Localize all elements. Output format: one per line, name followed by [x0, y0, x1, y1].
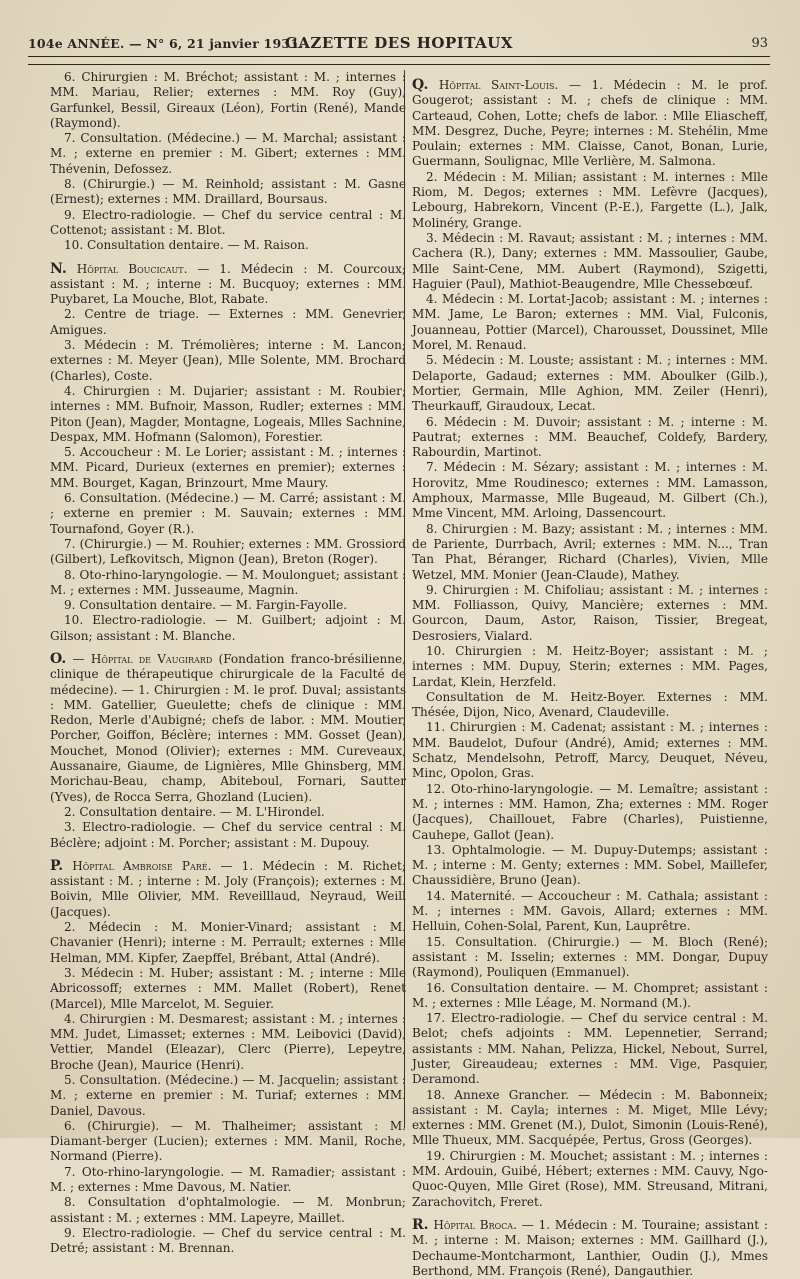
service-entry: 9. Electro-radiologie. — Chef du service central : M. Cottenot; assistant : M. Blot. [50, 207, 406, 237]
service-entry: 4. Chirurgien : M. Desmarest; assistant : M. ; internes : MM. Judet, Limasset; externes : MM. Leibovici (David), Vettier, Mandel (Eleazar), Clerc (Pierre), Lepeytre, Broche (Jean), Maurice (Henri). [50, 1011, 406, 1072]
hospital-name: Hôpital Boucicaut. [76, 261, 188, 276]
service-entry: 6. Chirurgien : M. Bréchot; assistant : M. ; internes : MM. Mariau, Relier; externes : MM. Roy (Guy), Garfunkel, Bessil, Gireaux (Léon), Fortin (René), Mande (Raymond). [50, 70, 406, 130]
hospital-name: Hôpital Ambroise Paré. [72, 858, 212, 873]
service-entry: 2. Consultation dentaire. — M. L'Hirondel. [64, 804, 325, 819]
issue-line: 104e ANNÉE. — N° 6, 21 janvier 1931. [28, 36, 304, 51]
section-entry [50, 859, 406, 920]
service-entry: 3. Médecin : M. Ravaut; assistant : M. ; internes : MM. Cachera (R.), Dany; externes : MM. Massoulier, Gaube, Mlle Saint-Cene, MM. Aubert (Raymond), Szigetti, Haguier (Paul), Mathiot-Beaugendre, Mlle Chessebœuf. [412, 230, 768, 291]
service-entry: 6. Médecin : M. Duvoir; assistant : M. ; interne : M. Pautrat; externes : MM. Beauchef, Coldefy, Bardery, Rabourdin, Martinot. [412, 414, 768, 460]
section-letter: Q. [412, 77, 429, 93]
service-entry: Consultation de M. Heitz-Boyer. Externes : MM. Thésée, Dijon, Nico, Avenard, Claudeville. [412, 689, 768, 720]
page-header [28, 30, 770, 57]
section-text: — 1. Médecin : M. le prof. Gougerot; assistant : M. ; chefs de clinique : MM. Carteaud, Cohen, Lotte; chefs de labor. : Mlle Eliascheff, MM. Desgrez, Duche, Peyre; internes : M. Stehélin, Mme Poulain; externes : MM. Claisse, Canot, Bonan, Lurie, Guermann, Soulignac, Mlle Verlière, M. Salmona. [412, 78, 768, 169]
right-column [412, 70, 768, 1278]
service-entry: 5. Médecin : M. Louste; assistant : M. ; internes : MM. Delaporte, Gadaud; externes : MM. Aboulker (Gilb.), Mortier, Germain, Mlle Aghion, MM. Zeiler (Henri), Theurkauff, Giraudoux, Lecat. [412, 353, 768, 414]
service-entry: 11. Chirurgien : M. Cadenat; assistant : M. ; internes : MM. Baudelot, Dufour (André), Amid; externes : MM. Schatz, Mendelsohn, Petroff, Marcy, Deuquet, Néveu, Minc, Opolon, Gras. [412, 720, 768, 781]
service-entry: 8. (Chirurgie.) — M. Reinhold; assistant : M. Gasne (Ernest); externes : MM. Draillard, Boursaus. [50, 177, 406, 207]
left-column [50, 70, 406, 1256]
service-entry: 12. Oto-rhino-laryngologie. — M. Lemaître; assistant : M. ; internes : MM. Hamon, Zha; externes : MM. Roger (Jacques), Chaillouet, Fabre (Charles), Puistienne, Cauhepe, Gallot (Jean). [412, 781, 768, 842]
section-text: — 1. Médecin : M. Touraine; assistant : M. ; interne : M. Maison; externes : MM. Gaillhard (J.), Dechaume-Montcharmont, Lanthier, Oudin (J.), Mmes Berthond, MM. François (René), Dangauthier. [412, 1217, 768, 1278]
service-entry: 9. Chirurgien : M. Chifoliau; assistant : M. ; internes : MM. Folliasson, Quivy, Mancière; externes : MM. Gourcon, Daum, Astor, Raison, Tissier, Bregeat, Desrosiers, Vialard. [412, 582, 768, 643]
service-entry: 3. Electro-radiologie. — Chef du service central : M. Béclère; adjoint : M. Porcher; assistant : M. Dupouy. [50, 820, 406, 850]
header-rule [28, 64, 770, 65]
section-text: — 1. Médecin : M. Richet; assistant : M. ; interne : M. Joly (François); externes : M. Boivin, Mlle Olivier, MM. Reveilllaud, Neyraud, Weill (Jacques). [50, 858, 406, 919]
service-entry: 2. Centre de triage. — Externes : MM. Genevrier, Amigues. [50, 307, 406, 337]
service-entry: 8. Chirurgien : M. Bazy; assistant : M. ; internes : MM. de Pariente, Durrbach, Avril; externes : MM. N..., Tran Tan Phat, Béranger, Richard (Charles), Vivien, Mlle Wetzel, MM. Monier (Jean-Claude), Mathey. [412, 521, 768, 582]
hospital-name: — Hôpital de Vaugirard [72, 651, 213, 666]
service-entry: 19. Chirurgien : M. Mouchet; assistant : M. ; internes : MM. Ardouin, Guibé, Hébert; externes : MM. Cauvy, Ngo-Quoc-Quyen, Mlle Giret (Rose), MM. Streusand, Mitrani, Zarachovitch, Freret. [412, 1148, 768, 1209]
service-entry: 7. (Chirurgie.) — M. Rouhier; externes : MM. Grossiord (Gilbert), Lefkovitsch, Mignon (Jean), Breton (Roger). [50, 536, 406, 567]
section-entry [412, 78, 768, 170]
service-entry: 7. Médecin : M. Sézary; assistant : M. ; internes : M. Horovitz, Mme Roudinesco; externes : MM. Lamasson, Amphoux, Marmasse, Mlle Bugeaud, M. Gilbert (Ch.), Mme Vincent, MM. Arloing, Dassencourt. [412, 460, 768, 521]
section-letter: R. [412, 1216, 429, 1233]
service-entry: 3. Médecin : M. Trémolières; interne : M. Lancon; externes : M. Meyer (Jean), Mlle Solente, MM. Brochard (Charles), Coste. [50, 338, 406, 383]
column-divider [404, 70, 405, 1128]
section-letter: N. [50, 260, 67, 277]
hospital-name: Hôpital Saint-Louis. [438, 78, 559, 92]
service-entry: 2. Médecin : M. Milian; assistant : M. internes : Mlle Riom, M. Degos; externes : MM. Lefèvre (Jacques), Lebourg, Habrekorn, Vincent (P.-E.), Fargette (L.), Jalk, Molinéry, Grange. [412, 169, 768, 230]
service-entry: 6. Consultation. (Médecine.) — M. Carré; assistant : M. ; externe en premier : M. Sauvain; externes : MM. Tournafond, Goyer (R.). [50, 491, 406, 536]
section-letter: O. [50, 650, 67, 667]
service-entry: 14. Maternité. — Accoucheur : M. Cathala; assistant : M. ; internes : MM. Gavois, Allard; externes : MM. Helluin, Cohen-Solal, Parent, Kun, Lauprêtre. [412, 888, 768, 934]
service-entry: 10. Chirurgien : M. Heitz-Boyer; assistant : M. ; internes : MM. Dupuy, Sterin; externes : MM. Pages, Lardat, Klein, Herzfeld. [412, 643, 768, 689]
section-entry [50, 262, 406, 308]
service-entry: 10. Consultation dentaire. — M. Raison. [64, 238, 309, 253]
service-entry: 18. Annexe Grancher. — Médecin : M. Babonneix; assistant : M. Cayla; internes : M. Miget, Mlle Lévy; externes : MM. Grenet (M.), Dulot, Simonin (Louis-René), Mlle Thueux, MM. Sacquépée, Pertus, Gross (Georges). [412, 1087, 768, 1148]
service-entry: 4. Chirurgien : M. Dujarier; assistant : M. Roubier; internes : MM. Bufnoir, Masson, Rudler; externes : MM. Piton (Jean), Magder, Montagne, Logeais, Mlles Sachnine, Despax, MM. Hofmann (Salomon), Forestier. [50, 383, 406, 444]
service-entry: 8. Consultation d'ophtalmologie. — M. Monbrun; assistant : M. ; externes : MM. Lapeyre, Maillet. [50, 1195, 406, 1225]
service-entry: 3. Médecin : M. Huber; assistant : M. ; interne : Mlle Abricossoff; externes : MM. Mallet (Robert), Renet (Marcel), Mlle Marcelot, M. Seguier. [50, 965, 406, 1011]
section-text: (Fondation franco-brésilienne, clinique de thérapeutique chirurgicale de la Faculté de médecine). — 1. Chirurgien : M. le prof. Duval; assistants : MM. Gatellier, Gueulette; chefs de clinique : MM. Redon, Merle d'Aubigné; chefs de labor. : MM. Moutier, Porcher, Goiffon, Béclère; internes : MM. Gosset (Jean), Mouchet, Monod (Olivier); externes : MM. Cureveaux, Aussanaire, Giaume, de Lignières, Mlle Ghinsberg, MM. Morichau-Beau, champ, Abiteboul, Fornari, Sautter (Yves), de Rocca Serra, Ghozland (Lucien). [50, 651, 406, 804]
journal-title: GAZETTE DES HOPITAUX [284, 34, 513, 52]
section-letter: P. [50, 857, 64, 874]
service-entry: 17. Electro-radiologie. — Chef du service central : M. Belot; chefs adjoints : MM. Lepennetier, Serrand; assistants : MM. Nahan, Pelizza, Hickel, Nebout, Surrel, Juster, Gireaudeau; externes : MM. Vige, Pasquier, Deramond. [412, 1011, 768, 1087]
service-entry: 4. Médecin : M. Lortat-Jacob; assistant : M. ; internes : MM. Jame, Le Baron; externes : MM. Vial, Fulconis, Jouanneau, Pottier (Marcel), Charousset, Doussinet, Mlle Morel, M. Renaud. [412, 292, 768, 353]
service-entry: 9. Consultation dentaire. — M. Fargin-Fayolle. [64, 598, 348, 613]
section-entry [50, 652, 406, 805]
service-entry: 10. Electro-radiologie. — M. Guilbert; adjoint : M. Gilson; assistant : M. Blanche. [50, 613, 406, 643]
service-entry: 13. Ophtalmologie. — M. Dupuy-Dutemps; assistant : M. ; interne : M. Genty; externes : MM. Sobel, Maillefer, Chaussidière, Bruno (Jean). [412, 842, 768, 888]
service-entry: 5. Consultation. (Médecine.) — M. Jacquelin; assistant : M. ; externe en premier : M. Turiaf; externes : MM. Daniel, Davous. [50, 1073, 406, 1118]
service-entry: 15. Consultation. (Chirurgie.) — M. Bloch (René); assistant : M. Isselin; externes : MM. Dongar, Dupuy (Raymond), Pouliquen (Emmanuel). [412, 934, 768, 980]
service-entry: 16. Consultation dentaire. — M. Chompret; assistant : M. ; externes : Mlle Léage, M. Normand (M.). [412, 980, 768, 1010]
service-entry: 2. Médecin : M. Monier-Vinard; assistant : M. Chavanier (Henri); interne : M. Perrault; externes : Mlle Helman, MM. Kipfer, Zaepffel, Brébant, Attal (André). [50, 920, 406, 965]
service-entry: 5. Accoucheur : M. Le Lorier; assistant : M. ; internes : MM. Picard, Durieux (externes en premier); externes : MM. Bourget, Kagan, Brinzourt, Mme Maury. [50, 445, 406, 490]
service-entry: 6. (Chirurgie). — M. Thalheimer; assistant : M. Diamant-berger (Lucien); externes : MM. Manil, Roche, Normand (Pierre). [50, 1118, 406, 1164]
service-entry: 9. Electro-radiologie. — Chef du service central : M. Detré; assistant : M. Brennan. [50, 1225, 406, 1256]
service-entry: 7. Oto-rhino-laryngologie. — M. Ramadier; assistant : M. ; externes : Mme Davous, M. Natier. [50, 1164, 406, 1195]
hospital-name: Hôpital Broca. [433, 1217, 517, 1232]
section-text: — 1. Médecin : M. Courcoux; assistant : M. ; interne : M. Bucquoy; externes : MM. Puybaret, La Mouche, Blot, Rabate. [50, 261, 406, 307]
service-entry: 8. Oto-rhino-laryngologie. — M. Moulonguet; assistant : M. ; externes : MM. Jusseaume, Magnin. [50, 567, 406, 597]
service-entry: 7. Consultation. (Médecine.) — M. Marchal; assistant : M. ; externe en premier : M. Gibert; externes : MM. Thévenin, Defossez. [50, 131, 406, 176]
page-number: 93 [751, 36, 768, 51]
section-entry [412, 1218, 768, 1279]
